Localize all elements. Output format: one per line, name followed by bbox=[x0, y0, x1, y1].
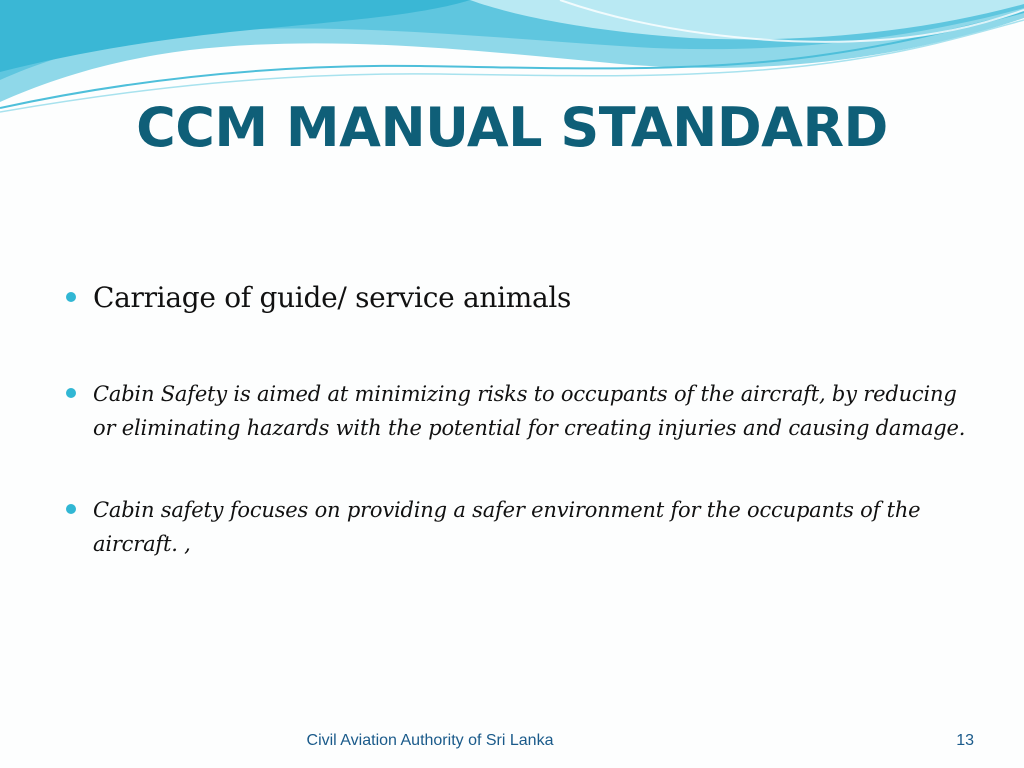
bullet-dot-icon bbox=[66, 388, 76, 398]
bullet-item bbox=[60, 377, 980, 445]
footer-text: Civil Aviation Authority of Sri Lanka bbox=[306, 732, 554, 749]
bullet-text: Cabin Safety is aimed at minimizing risks to occupants of the aircraft, by reducing or eliminating hazards with the potential for creating injuries and causing damage. bbox=[93, 382, 966, 440]
bullet-list bbox=[60, 278, 980, 561]
bullet-text: Cabin safety focuses on providing a safer environment for the occupants of the aircraft. , bbox=[93, 498, 921, 556]
bullet-item bbox=[60, 493, 980, 561]
page-number: 13 bbox=[956, 732, 974, 749]
slide-title: CCM MANUAL STANDARD bbox=[136, 96, 888, 159]
bullet-item bbox=[60, 278, 980, 318]
bullet-text: Carriage of guide/ service animals bbox=[93, 281, 572, 314]
bullet-dot-icon bbox=[66, 292, 76, 302]
bullet-dot-icon bbox=[66, 504, 76, 514]
